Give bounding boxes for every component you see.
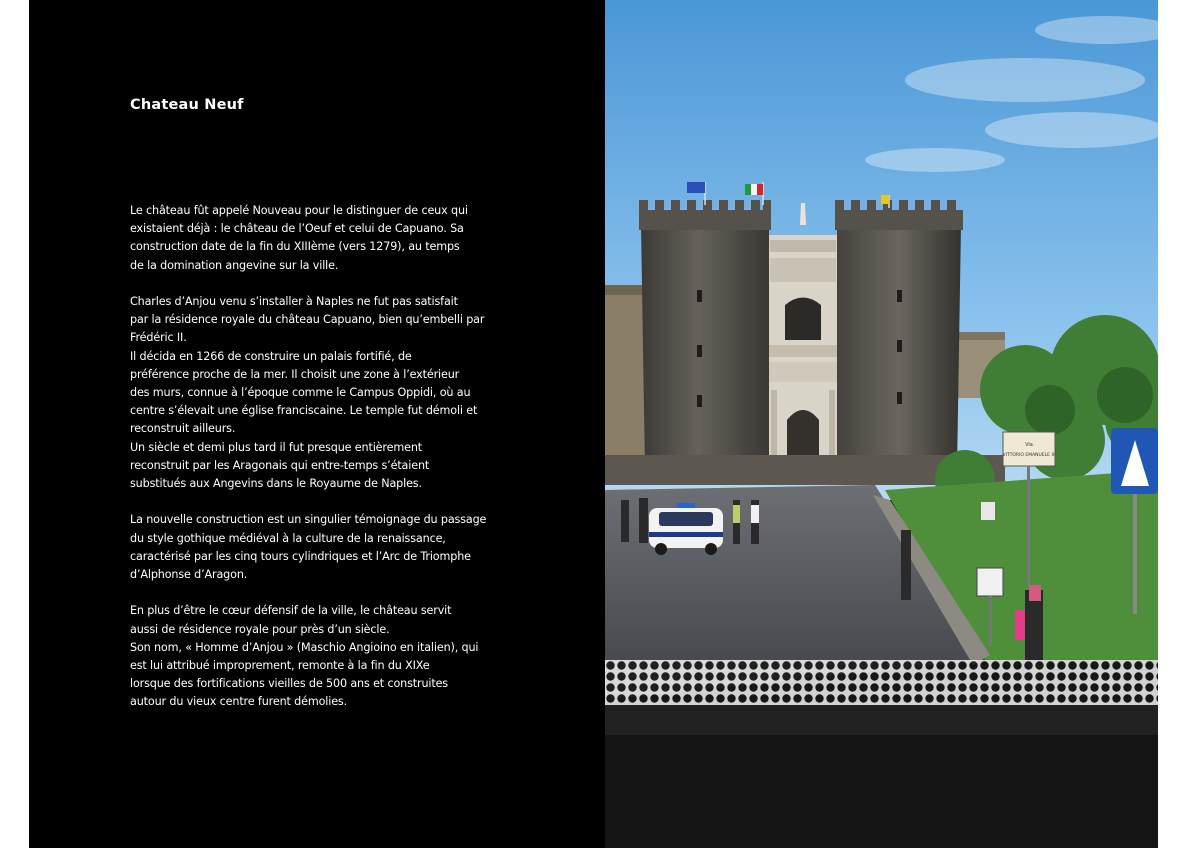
text-line: est lui attribué improprement, remonte à la fin du XIXe	[130, 659, 430, 673]
paragraph	[130, 202, 515, 275]
text-line: aussi de résidence royale pour près d’un siècle.	[130, 622, 390, 636]
text-line: Son nom, « Homme d’Anjou » (Maschio Angioino en italien), qui	[130, 640, 479, 654]
street-sign-line-1: Via	[1025, 442, 1033, 448]
text-line: Le château fût appelé Nouveau pour le distinguer de ceux qui	[130, 204, 468, 217]
text-line: de la domination angevine sur la ville.	[130, 258, 339, 272]
text-line: d’Alphonse d’Aragon.	[130, 568, 248, 582]
castle-photo-illustration	[605, 0, 1158, 848]
text-line: La nouvelle construction est un singulier témoignage du passage	[130, 513, 487, 527]
text-line: existaient déjà : le château de l’Oeuf et celui de Capuano. Sa	[130, 222, 464, 236]
text-line: substitués aux Angevins dans le Royaume de Naples.	[130, 477, 422, 491]
text-line: du style gothique médiéval à la culture de la renaissance,	[130, 531, 446, 545]
text-line: construction date de la fin du XIIIème (vers 1279), au temps	[130, 240, 460, 254]
text-line: préférence proche de la mer. Il choisit une zone à l’extérieur	[130, 367, 460, 381]
street-sign-line-2: VITTORIO EMANUELE III	[1002, 453, 1056, 458]
text-line: Charles d’Anjou venu s’installer à Naples ne fut pas satisfait	[130, 295, 458, 308]
text-line: caractérisé par les cinq tours cylindriques et l’Arc de Triomphe	[130, 549, 471, 563]
text-line: centre s’élevait une église franciscaine. Le temple fut démoli et	[130, 404, 478, 418]
castle-photo	[605, 0, 1158, 848]
text-line: Il décida en 1266 de construire un palais fortifié, de	[130, 349, 412, 363]
paragraph	[130, 602, 515, 711]
text-panel	[29, 0, 605, 848]
text-line: reconstruit ailleurs.	[130, 422, 236, 436]
page-spread	[29, 0, 1158, 848]
text-line: par la résidence royale du château Capuano, bien qu’embelli par	[130, 313, 485, 327]
page-title: Chateau Neuf	[130, 97, 244, 113]
police-car	[649, 503, 723, 555]
text-line: reconstruit par les Aragonais qui entre-temps s’étaient	[130, 458, 430, 472]
paragraph	[130, 511, 515, 584]
article-body	[130, 202, 515, 730]
text-line: Frédéric II.	[130, 331, 187, 345]
text-line: En plus d’être le cœur défensif de la ville, le château servit	[130, 604, 452, 618]
text-line: des murs, connue à l’époque comme le Campus Oppidi, où au	[130, 386, 471, 400]
paragraph	[130, 293, 515, 493]
text-line: Un siècle et demi plus tard il fut presque entièrement	[130, 440, 423, 454]
text-line: autour du vieux centre furent démolies.	[130, 695, 348, 709]
text-line: lorsque des fortifications vieilles de 500 ans et construites	[130, 677, 448, 691]
